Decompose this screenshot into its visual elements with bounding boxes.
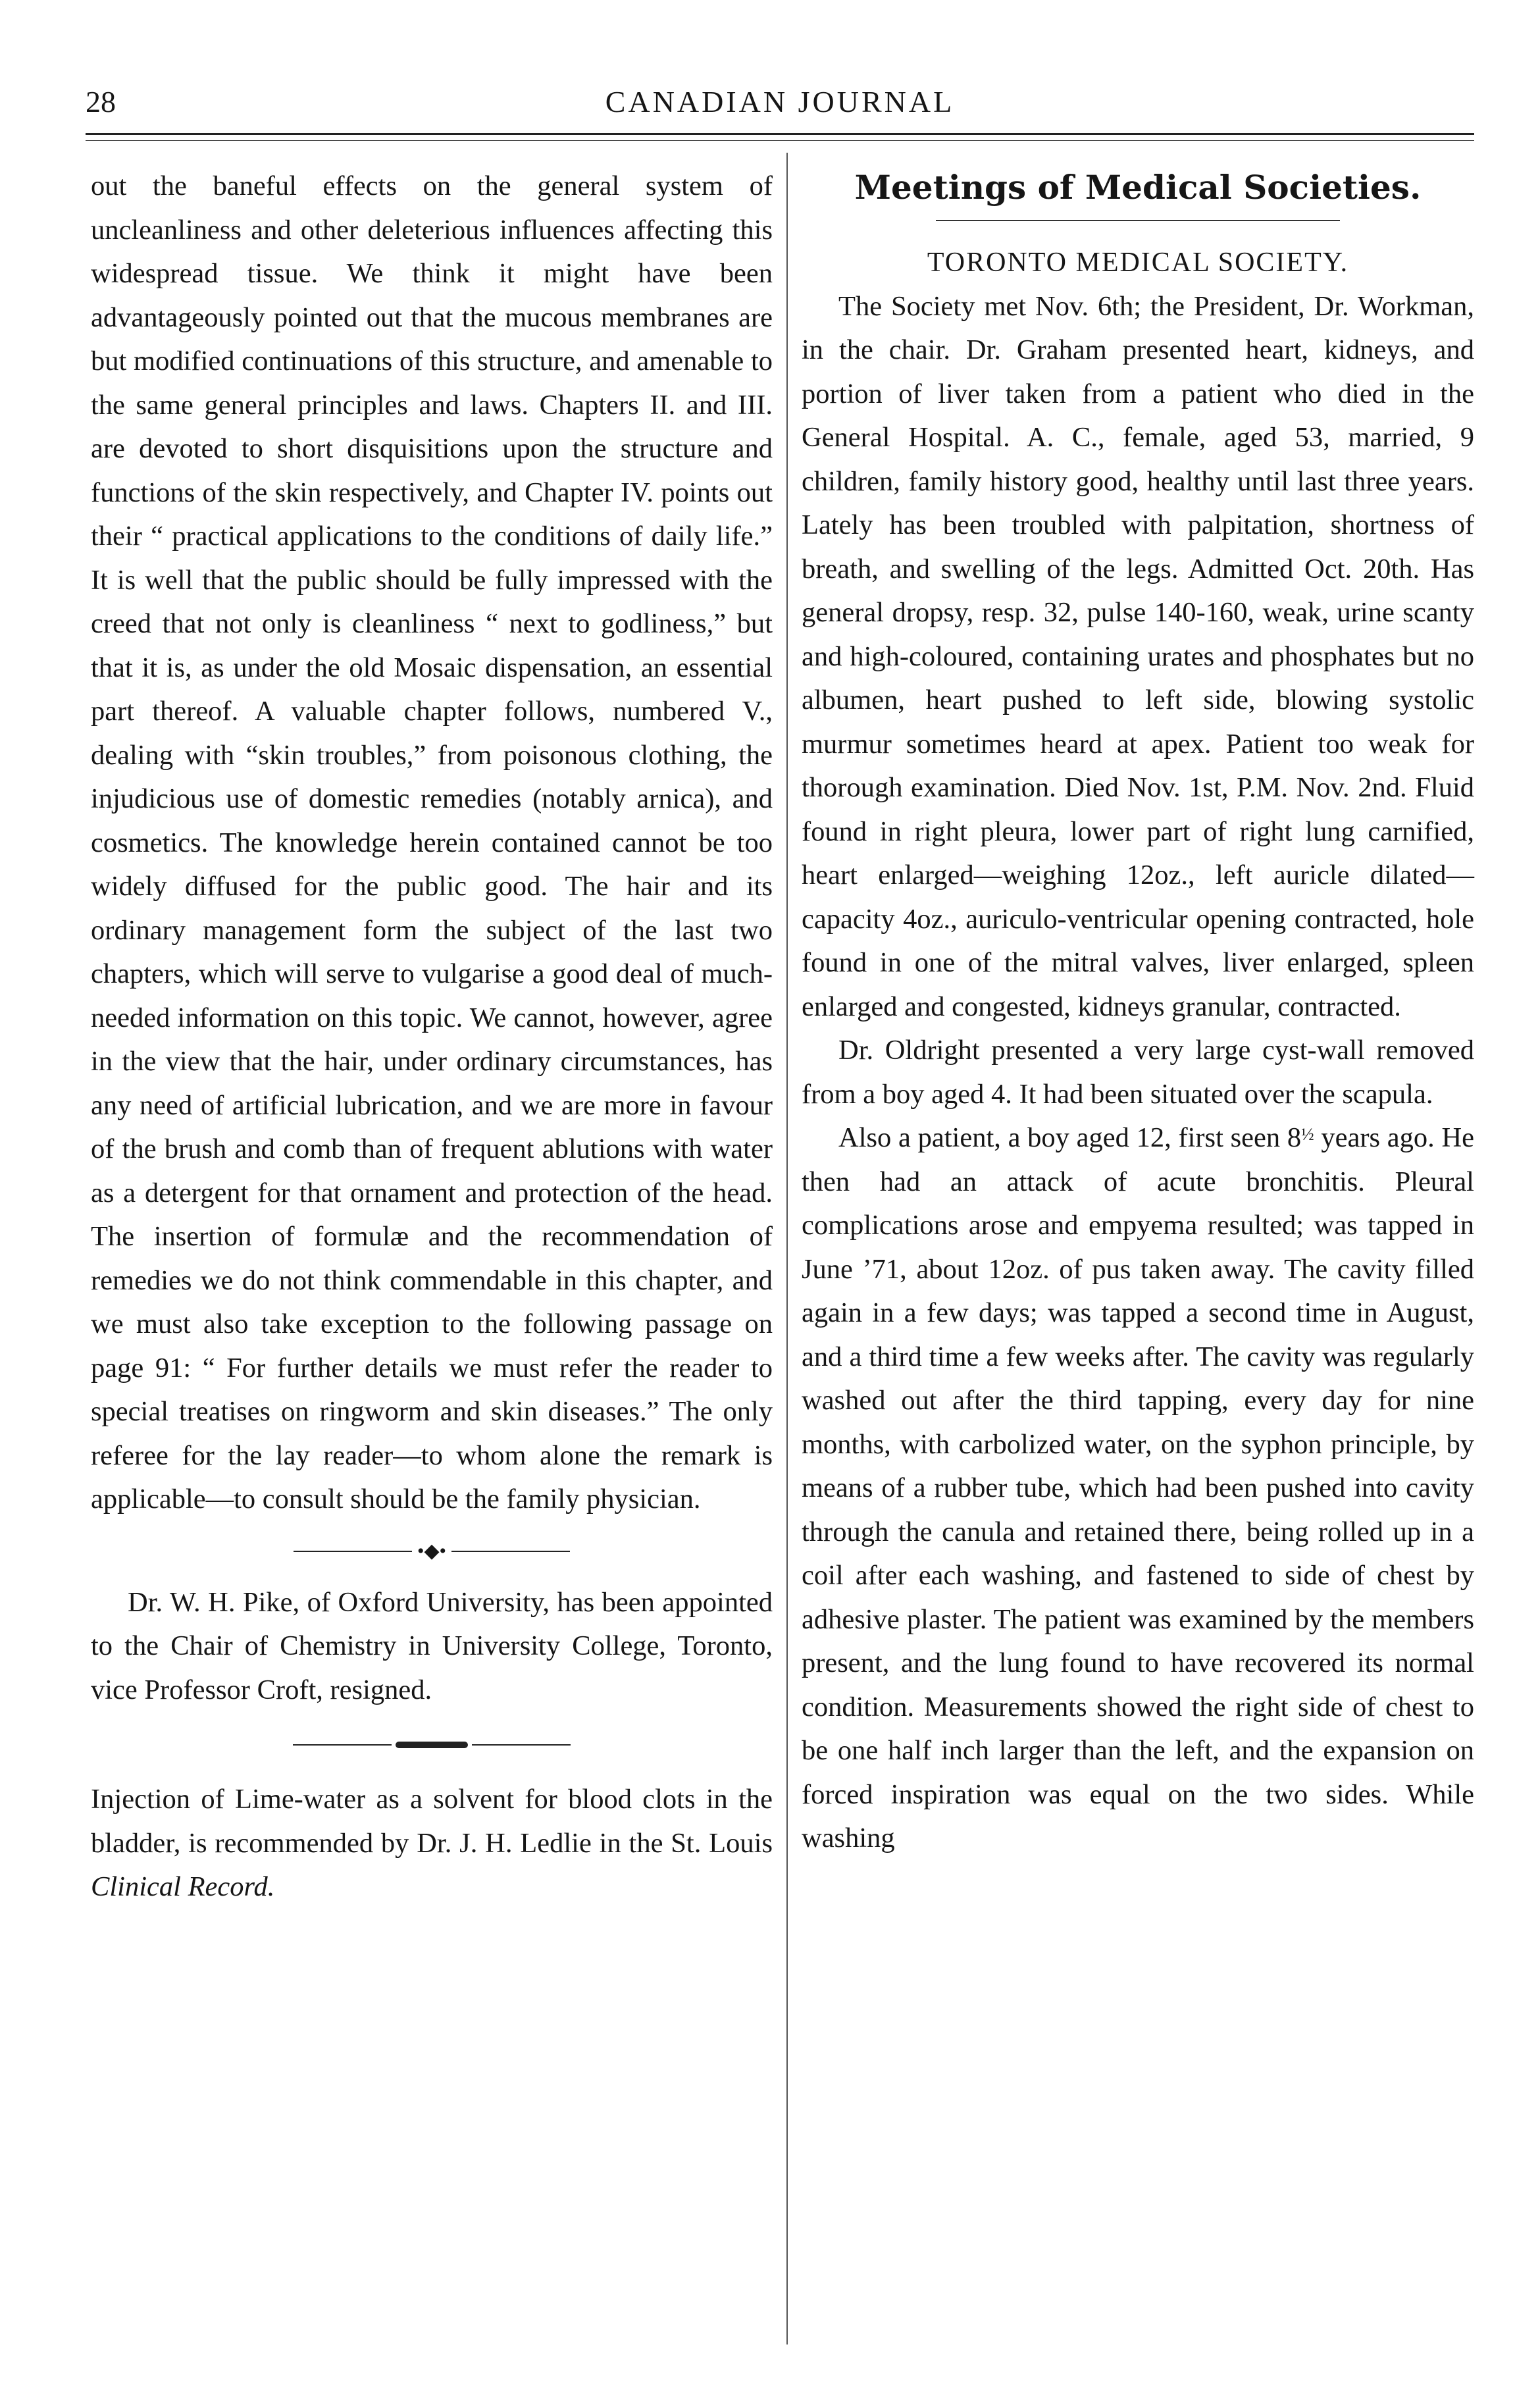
- para3-rest: years ago. He then had an attack of acute bronchitis. Pleural complications arose and empyema resulted; was tapped in June ’71, about 12oz. of pus taken away. The cavity filled again in a few days; was tapped a second time in August, and a third time a few weeks after. The cavity was regularly washed out after the third tapping, every day for nine months, with carbolized water, on the syphon principle, by means of a rubber tube, which had been pushed into cavity through the canula and retained there, being rolled up in a coil after each washing, and fastened to side of chest by adhesive plaster. The patient was examined by the members present, and the lung found to have recovered its normal condition. Measurements showed the right side of chest to be one half inch larger than the left, and the expansion on forced inspiration was equal on the two sides. While washing: [802, 1122, 1475, 1853]
- meeting-paragraph-1: The Society met Nov. 6th; the President, Dr. Workman, in the chair. Dr. Graham presented heart, kidneys, and portion of liver taken from a patient who died in the General Hospital. A. C., female, aged 53, married, 9 children, family history good, healthy until last three years. Lately has been troubled with palpitation, shortness of breath, and swelling of the legs. Admitted Oct. 20th. Has general dropsy, resp. 32, pulse 140-160, weak, urine scanty and high-coloured, containing urates and phosphates but no albumen, heart pushed to left side, blowing systolic murmur sometimes heard at apex. Patient too weak for thorough examination. Died Nov. 1st, P.M. Nov. 2nd. Fluid found in right pleura, lower part of right lung carnified, heart enlarged—weighing 12oz., left auricle dilated—capacity 4oz., auriculo-ventricular opening contracted, hole found in one of the mitral valves, liver enlarged, spleen enlarged and congested, kidneys granular, contracted.: [802, 290, 1474, 1022]
- column-divider: [786, 153, 788, 2344]
- header-rule: [86, 133, 1474, 135]
- lime-water-note-text: Injection of Lime-water as a solvent for blood clots in the bladder, is recommended by Dr. J. H. Ledlie in the St. Louis: [91, 1784, 773, 1859]
- left-column: [91, 165, 773, 1909]
- page-header: [86, 74, 1474, 126]
- review-paragraph: out the baneful effects on the general system of uncleanliness and other deleterious influences affecting this widespread tissue. We think it might have been advantageously pointed out that the mucous membranes are but modified continuations of this structure, and amenable to the same general principles and laws. Chapters II. and III. are devoted to short disquisitions upon the structure and functions of the skin respectively, and Chapter IV. points out their “ practical applications to the conditions of daily life.” It is well that the public should be fully impressed with the creed that not only is cleanliness “ next to godliness,” but that it is, as under the old Mosaic dispensation, an essential part thereof. A valuable chapter follows, numbered V., dealing with “skin troubles,” from poisonous clothing, the injudicious use of domestic remedies (notably arnica), and cosmetics. The knowledge herein contained cannot be too widely diffused for the public good. The hair and its ordinary management form the subject of the last two chapters, which will serve to vulgarise a good deal of much-needed information on this topic. We cannot, however, agree in the view that the hair, under ordinary circumstances, has any need of artificial lubrication, and we are more in favour of the brush and comb than of frequent ablutions with water as a detergent for that ornament and protection of the head. The insertion of formulæ and the recommendation of remedies we do not think commendable in this chapter, and we must also take exception to the following passage on page 91: “ For further details we must refer the reader to special treatises on ringworm and skin diseases.” The only referee for the lay reader—to whom alone the remark is applicable—to consult should be the family physician.: [91, 170, 773, 1515]
- society-name: TORONTO MEDICAL SOCIETY.: [927, 247, 1349, 278]
- fraction-half: ½: [1301, 1125, 1314, 1144]
- journal-name: Clinical Record.: [91, 1871, 275, 1902]
- running-head: CANADIAN JOURNAL: [605, 85, 955, 118]
- meeting-paragraph-2: Dr. Oldright presented a very large cyst-wall removed from a boy aged 4. It had been situated over the scapula.: [802, 1035, 1474, 1110]
- lime-water-note: [91, 1778, 773, 1909]
- meeting-paragraph-3: [802, 1116, 1474, 1861]
- para3-start: Also a patient, a boy aged 12, first seen 8: [838, 1122, 1302, 1153]
- section-ornament: [91, 1522, 773, 1581]
- section-heading: Meetings of Medical Societies.: [854, 168, 1422, 207]
- ornament-glyph: •◆•: [417, 1540, 447, 1562]
- header-rule-thin: [86, 140, 1474, 141]
- section-ornament-2: [91, 1712, 773, 1778]
- right-column: [802, 165, 1474, 1861]
- pike-note: Dr. W. H. Pike, of Oxford University, has been appointed to the Chair of Chemistry in University College, Toronto, vice Professor Croft, resigned.: [91, 1586, 773, 1705]
- page-number: 28: [86, 85, 116, 118]
- heading-rule: [936, 220, 1339, 221]
